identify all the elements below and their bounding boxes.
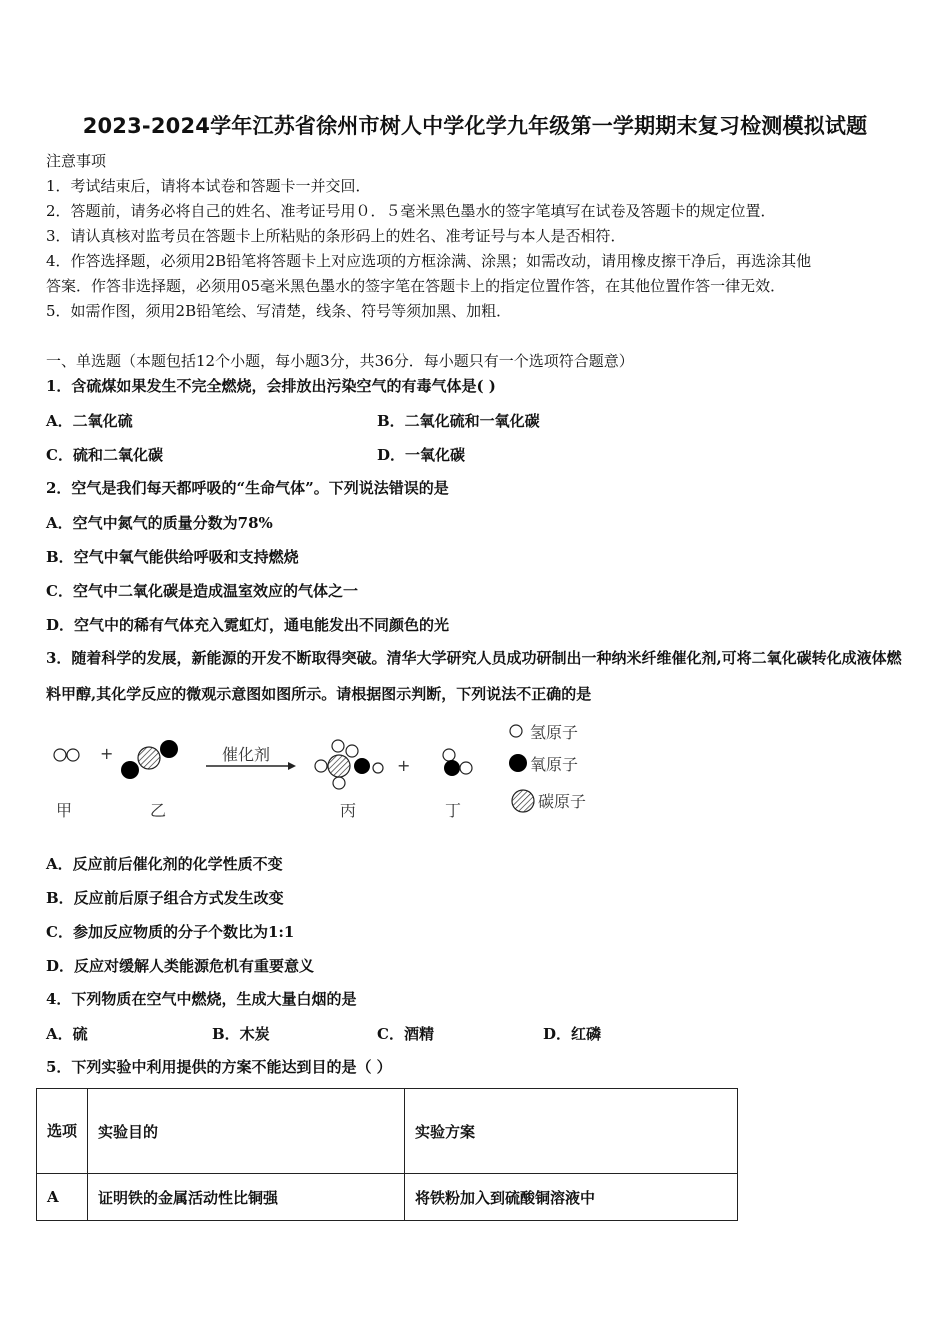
notice-item: 4．作答选择题，必须用2B铅笔将答题卡上对应选项的方框涂满、涂黑；如需改动，请用橡皮擦干净后，再选涂其他 [46,252,812,270]
q1-option-b: B．二氧化硫和一氧化碳 [377,412,540,430]
page-title: 2023-2024学年江苏省徐州市树人中学化学九年级第一学期期末复习检测模拟试题 [82,114,868,138]
question-3-stem: 3．随着科学的发展，新能源的开发不断取得突破。清华大学研究人员成功研制出一种纳米纤维催化剂,可将二氧化碳转化成液体燃料甲醇,其化学反应的微观示意图如图所示。请根据图示判断，下列说法不正确的是 [46,649,902,703]
table-row [37,1174,738,1221]
reaction-diagram [40,718,640,830]
question-4-stem: 4．下列物质在空气中燃烧，生成大量白烟的是 [46,990,357,1008]
legend-carbon: 碳原子 [538,792,587,811]
molecule-water [443,749,472,776]
notice-item: 5．如需作图，须用2B铅笔绘、写清楚，线条、符号等须加黑、加粗． [46,302,512,320]
q4-option-b: B．木炭 [212,1025,270,1043]
q3-option-c: C．参加反应物质的分子个数比为1:1 [46,923,295,941]
legend-oxygen: 氧原子 [530,755,579,774]
q2-option-a: A．空气中氮气的质量分数为78% [46,514,273,532]
section-heading: 一、单选题（本题包括12个小题，每小题3分，共36分．每小题只有一个选项符合题意） [46,352,634,370]
q4-option-d: D．红磷 [543,1025,602,1043]
q3-option-d: D．反应对缓解人类能源危机有重要意义 [46,957,315,975]
notice-item: 答案．作答非选择题，必须用05毫米黑色墨水的签字笔在答题卡上的指定位置作答，在其他位置作答一律无效． [46,277,786,295]
table-cell-option: A [37,1174,88,1221]
notice-item: 3．请认真核对监考员在答题卡上所粘贴的条形码上的姓名、准考证号与本人是否相符． [46,227,626,245]
table-cell-purpose: 证明铁的金属活动性比铜强 [88,1174,405,1221]
question-1-stem: 1．含硫煤如果发生不完全燃烧，会排放出污染空气的有毒气体是( ) [46,377,496,395]
question-2-stem: 2．空气是我们每天都呼吸的“生命气体”。下列说法错误的是 [46,479,449,497]
legend-oxygen-icon [509,754,527,772]
table-header-row [37,1089,738,1174]
experiment-table [36,1088,738,1221]
label-jia: 甲 [56,801,73,820]
q2-option-d: D．空气中的稀有气体充入霓虹灯，通电能发出不同颜色的光 [46,616,450,634]
legend-hydrogen: 氢原子 [530,723,579,742]
legend-hydrogen-icon [510,725,522,737]
molecule-methanol [315,740,383,789]
table-header-option: 选项 [37,1089,88,1174]
table-cell-plan: 将铁粉加入到硫酸铜溶液中 [405,1174,738,1221]
question-5-stem: 5．下列实验中利用提供的方案不能达到目的是（ ） [46,1058,392,1076]
catalyst-label: 催化剂 [222,745,271,764]
q1-option-c: C．硫和二氧化碳 [46,446,163,464]
legend-carbon-icon [512,790,534,812]
q4-option-c: C．酒精 [377,1025,434,1043]
notice-item: 2．答题前，请务必将自己的姓名、准考证号用０．５毫米黑色墨水的签字笔填写在试卷及答题卡的规定位置． [46,202,776,220]
q3-option-a: A．反应前后催化剂的化学性质不变 [46,855,283,873]
table-header-purpose: 实验目的 [88,1089,405,1174]
label-ding: 丁 [445,801,462,820]
q1-option-d: D．一氧化碳 [377,446,466,464]
plus-sign: + [397,756,411,775]
plus-sign: + [100,744,114,763]
label-yi: 乙 [150,801,167,820]
q2-option-b: B．空气中氧气能供给呼吸和支持燃烧 [46,548,299,566]
table-header-plan: 实验方案 [405,1089,738,1174]
label-bing: 丙 [340,801,357,820]
notice-heading: 注意事项 [46,152,107,170]
molecule-h2 [54,749,79,761]
q3-option-b: B．反应前后原子组合方式发生改变 [46,889,284,907]
q2-option-c: C．空气中二氧化碳是造成温室效应的气体之一 [46,582,358,600]
q4-option-a: A．硫 [46,1025,88,1043]
notice-item: 1．考试结束后，请将本试卷和答题卡一并交回． [46,177,371,195]
molecule-co2 [121,740,178,779]
q1-option-a: A．二氧化硫 [46,412,133,430]
